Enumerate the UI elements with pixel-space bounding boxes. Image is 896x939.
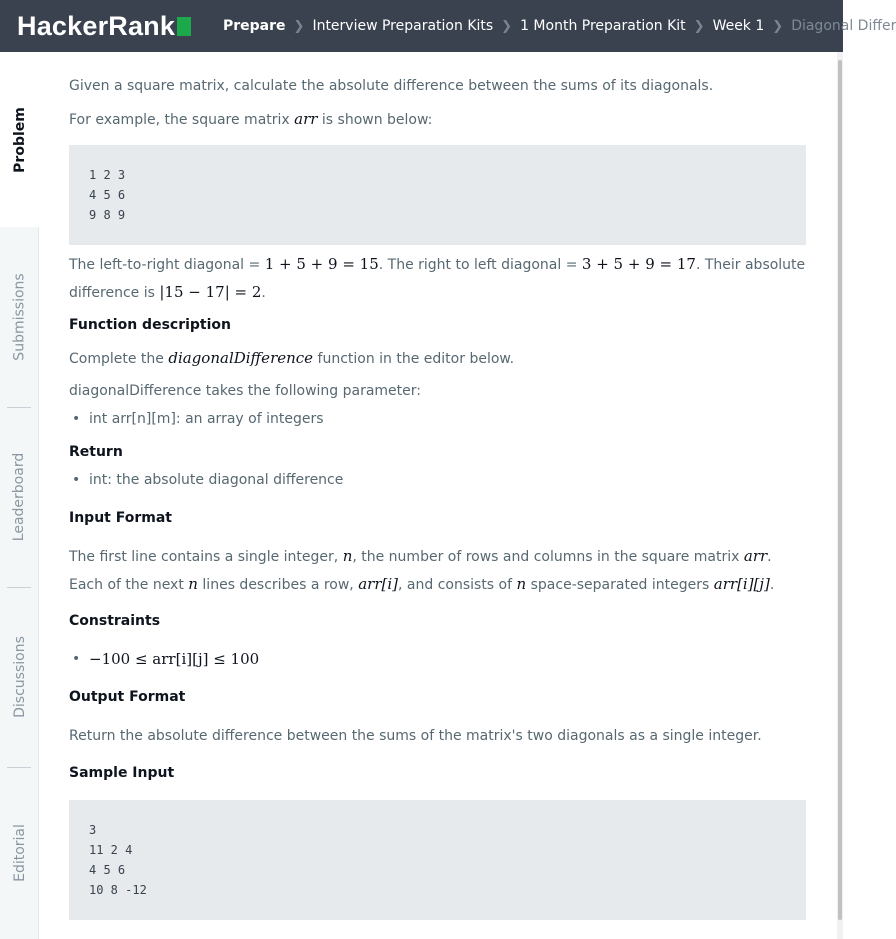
params-intro: diagonalDifference takes the following parameter: (69, 383, 422, 399)
tab-problem[interactable] (0, 52, 39, 227)
constraint-1: −100 ≤ arr[i][j] ≤ 100 (89, 650, 260, 668)
diag-rtl-label: . The right to left diagonal = (378, 257, 578, 273)
diff-suffix: . (261, 285, 266, 301)
diff-expr: |15 − 17| = 2 (159, 283, 262, 301)
breadcrumb-prepare[interactable]: Prepare (223, 18, 286, 34)
breadcrumb-interview-kits[interactable]: Interview Preparation Kits (312, 18, 494, 34)
hackerrank-logo[interactable] (17, 10, 191, 42)
tab-submissions[interactable] (0, 227, 39, 407)
sample-input-line: 4 5 6 (89, 863, 126, 877)
top-navigation-bar (0, 0, 896, 52)
breadcrumb (223, 0, 896, 52)
complete-function-text (69, 348, 514, 369)
return-1: int: the absolute diagonal difference (89, 472, 344, 488)
scrollbar-thumb[interactable] (838, 60, 842, 920)
math-n: n (342, 547, 353, 565)
input-line2-a: Each of the next (69, 577, 184, 593)
input-line1-a: The first line contains a single integer, (69, 549, 339, 565)
function-description-heading: Function description (69, 317, 231, 333)
sample-input-code (69, 800, 806, 920)
sample-input-line: 10 8 -12 (89, 883, 147, 897)
input-format-line-2 (69, 574, 774, 595)
tab-leaderboard-label: Leaderboard (11, 452, 28, 542)
return-heading: Return (69, 444, 123, 460)
example-matrix-code (69, 145, 806, 245)
diag-ltr-expr: 1 + 5 + 9 = 15 (264, 255, 379, 273)
matrix-line: 1 2 3 (89, 168, 126, 182)
chevron-right-icon: ❯ (293, 18, 305, 34)
example-text (69, 109, 432, 130)
diag-rtl-expr: 3 + 5 + 9 = 17 (581, 255, 696, 273)
breadcrumb-1-month-kit[interactable]: 1 Month Preparation Kit (520, 18, 686, 34)
tab-editorial[interactable] (0, 767, 39, 939)
example-suffix: is shown below: (321, 112, 433, 128)
complete-prefix: Complete the (69, 351, 164, 367)
chevron-right-icon: ❯ (693, 18, 705, 34)
param-list-item (69, 409, 324, 429)
logo-text: HackerRank (17, 11, 176, 41)
tab-submissions-label: Submissions (11, 273, 28, 361)
math-arr-i: arr[i] (358, 575, 399, 593)
sample-input-line: 11 2 4 (89, 843, 133, 857)
breadcrumb-week-1[interactable]: Week 1 (712, 18, 765, 34)
diff-prefix: difference is (69, 285, 155, 301)
complete-suffix: function in the editor below. (317, 351, 515, 367)
input-line2-d: space-separated integers (530, 577, 710, 593)
chevron-right-icon: ❯ (501, 18, 513, 34)
breadcrumb-current: Diagonal Differ (791, 18, 896, 34)
constraints-heading: Constraints (69, 613, 161, 629)
sample-input-line: 3 (89, 823, 97, 837)
logo-square-icon (177, 17, 191, 36)
input-line1-end: . (767, 549, 772, 565)
problem-intro: Given a square matrix, calculate the absolute difference between the sums of its diagonals. (69, 78, 714, 94)
input-line1-b: , the number of rows and columns in the square matrix (352, 549, 740, 565)
diagonal-explanation (69, 254, 805, 275)
input-line2-b: lines describes a row, (202, 577, 354, 593)
param-1: int arr[n][m]: an array of integers (89, 411, 324, 427)
tab-problem-label: Problem (11, 106, 28, 173)
matrix-line: 4 5 6 (89, 188, 126, 202)
matrix-line: 9 8 9 (89, 208, 126, 222)
constraint-list-item (69, 649, 259, 670)
math-arr-i-j: arr[i][j] (713, 575, 770, 593)
input-format-line-1 (69, 546, 772, 567)
difference-line (69, 282, 266, 303)
math-arr: arr (743, 547, 768, 565)
math-n: n (516, 575, 527, 593)
tab-discussions-label: Discussions (11, 636, 28, 718)
diag-abs-label: . Their absolute (695, 257, 806, 273)
tab-discussions[interactable] (0, 587, 39, 767)
function-name: diagonalDifference (168, 349, 314, 367)
input-line2-end: . (769, 577, 775, 593)
math-arr: arr (294, 110, 318, 128)
output-format-heading: Output Format (69, 689, 186, 705)
input-line2-c: , and consists of (398, 577, 513, 593)
return-list-item (69, 470, 343, 490)
tab-editorial-label: Editorial (11, 824, 28, 882)
sample-input-heading: Sample Input (69, 765, 175, 781)
chevron-right-icon: ❯ (772, 18, 784, 34)
tab-leaderboard[interactable] (0, 407, 39, 587)
input-format-heading: Input Format (69, 510, 172, 526)
diag-ltr-label: The left-to-right diagonal = (69, 257, 261, 273)
example-prefix: For example, the square matrix (69, 112, 290, 128)
output-format-text: Return the absolute difference between the sums of the matrix's two diagonals as a single integer. (69, 728, 762, 744)
math-n: n (188, 575, 198, 593)
vertical-tab-bar (0, 52, 39, 939)
